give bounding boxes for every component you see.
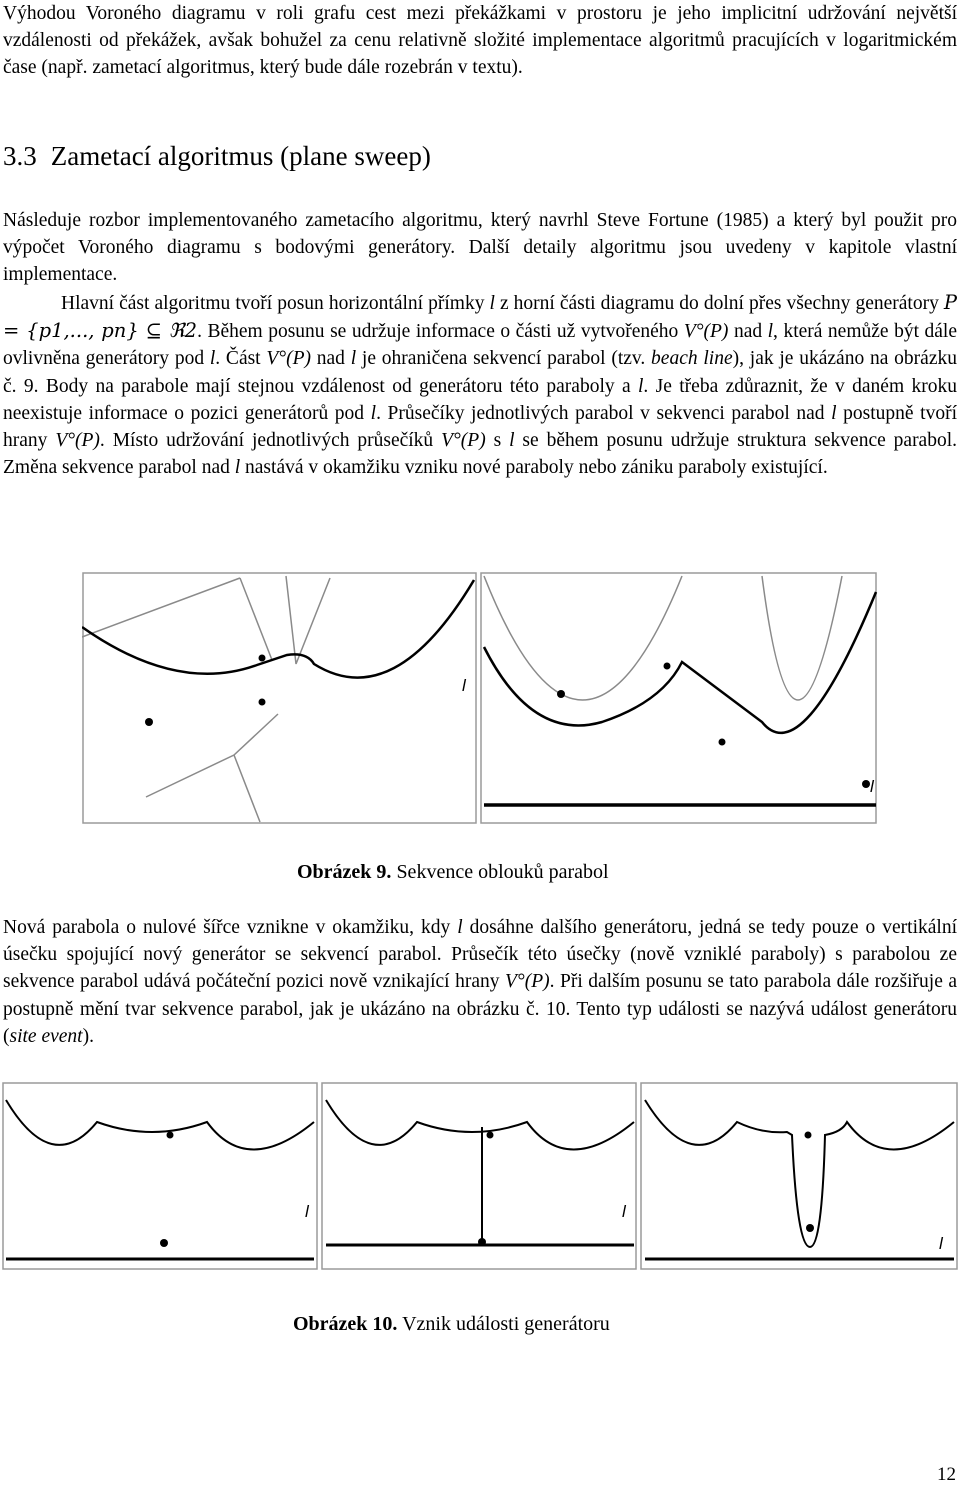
beach-line	[484, 592, 876, 733]
sweep-line-label: l	[870, 777, 874, 796]
formula: P = {p1,..., pn} ⊆ ℜ2	[3, 291, 957, 343]
beach-line	[645, 1100, 954, 1247]
parabola-guide	[484, 576, 682, 700]
section-title: Zametací algoritmus (plane sweep)	[50, 141, 431, 171]
generator-point	[557, 690, 565, 698]
figure-10-panel-2	[322, 1083, 636, 1269]
sweep-line-label: l	[305, 1202, 309, 1221]
generator-point	[160, 1239, 168, 1247]
voronoi-edges	[82, 576, 330, 822]
figure-9-caption: Obrázek 9. Sekvence oblouků parabol	[297, 861, 609, 883]
generator-point	[862, 780, 870, 788]
paragraph-site-event: Nová parabola o nulové šířce vznikne v okamžiku, kdy l dosáhne dalšího generátoru, jedná se tedy pouze o vertikální úsečku spojující nový generátor se sekvencí parabol. Průsečík této úsečky (nově vzniklé paraboly) s parabolou ze sekvence parabol udává počáteční pozici nově vznikající hrany V°(P). Při dalším posunu se tato parabola dále rozšiřuje a postupně mění tvar sekvence parabol, jak je ukázáno na obrázku č. 10. Tento typ události se nazývá událost generátoru (site event).	[3, 917, 957, 1047]
generator-point	[487, 1132, 494, 1139]
figure-10-caption: Obrázek 10. Vznik události generátoru	[293, 1313, 610, 1335]
generator-point	[259, 699, 266, 706]
paragraph-fortune: Následuje rozbor implementovaného zametacího algoritmu, který navrhl Steve Fortune (1985) a který byl použit pro výpočet Voroného diagramu s bodovými generátory. Další detaily algoritmu jsou uvedeny v kapitole vlastní implementace.	[3, 210, 957, 286]
beach-line	[326, 1100, 634, 1150]
paragraph-sweep-line: Hlavní část algoritmu tvoří posun horizontální přímky l z horní části diagramu do dolní přes všechny generátory P = {p1,..., pn} ⊆ ℜ2. Během posunu se udržuje informace o části už vytvořeného V°(P) nad l, která nemůže být dále ovlivněna generátory pod l. Část V°(P) nad l je ohraničena sekvencí parabol (tzv. beach line), jak je ukázáno na obrázku č. 9. Body na parabole mají stejnou vzdálenost od generátoru této paraboly a l. Je třeba zdůraznit, že v daném kroku neexistuje informace o pozici generátorů pod l. Průsečíky jednotlivých parabol v sekvenci parabol nad l postupně tvoří hrany V°(P). Místo udržování jednotlivých průsečíků V°(P) s l se během posunu udržuje struktura sekvence parabol. Změna sekvence parabol nad l nastává v okamžiku vzniku nové paraboly nebo zániku paraboly existující.	[3, 291, 958, 479]
figure-9-right-panel	[481, 573, 876, 823]
generator-point	[664, 663, 671, 670]
sweep-line-label: l	[939, 1234, 943, 1253]
generator-point	[805, 1132, 812, 1139]
beach-line	[6, 1100, 314, 1150]
section-heading	[3, 141, 445, 172]
beach-line	[82, 580, 474, 678]
figure-10-panel-3	[641, 1083, 957, 1269]
generator-point	[259, 655, 266, 662]
intro-paragraph: Výhodou Voroného diagramu v roli grafu cest mezi překážkami v prostoru je jeho implicitní udržování největší vzdálenosti od překážek, avšak bohužel za cenu relativně složité implementace algoritmů pracujících v logaritmickém čase (např. zametací algoritmus, který bude dále rozebrán v textu).	[3, 3, 957, 79]
generator-point	[167, 1132, 174, 1139]
figure-9-left-panel	[82, 573, 476, 823]
figure-10	[2, 1082, 958, 1270]
generator-point	[478, 1238, 486, 1246]
section-number: 3.3	[3, 141, 37, 171]
figure-9-label-l-left: l	[462, 676, 466, 695]
generator-point	[145, 718, 153, 726]
generator-point	[719, 739, 726, 746]
figure-9	[82, 572, 878, 824]
generator-point	[806, 1224, 814, 1232]
figure-10-panel-1	[3, 1083, 317, 1269]
parabola-guide	[762, 576, 842, 700]
sweep-line-label: l	[622, 1202, 626, 1221]
page-number: 12	[937, 1464, 956, 1485]
